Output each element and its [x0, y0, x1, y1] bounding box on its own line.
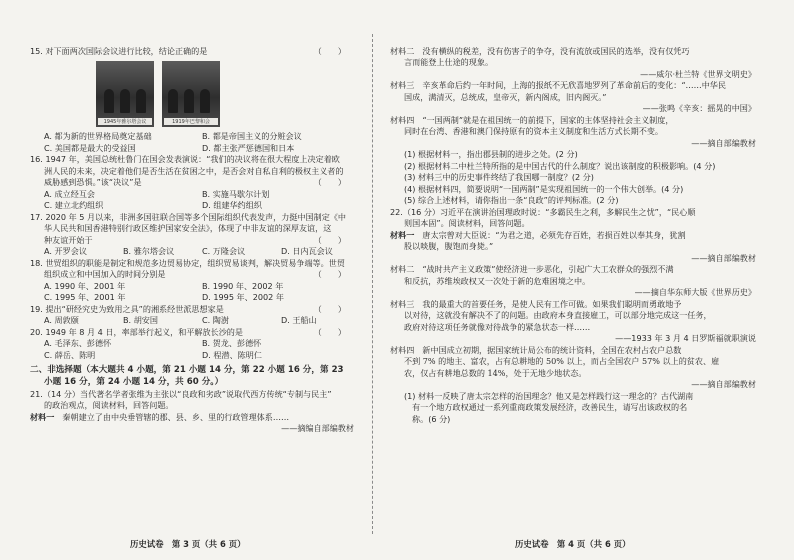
- question-17-options: A. 开罗会议 B. 雅尔塔会议 C. 万隆会议 D. 日内瓦会议: [44, 246, 333, 257]
- question-20-options: A. 毛泽东、彭德怀 B. 贺龙、彭德怀 C. 薛岳、陈明 D. 程潜、陈明仁: [44, 338, 262, 360]
- page-3-column: 15. 对下面两次国际会议进行比较，结论正确的是 （ ） 1945年雅尔塔会议 1919年巴黎和会 A. 都为新的世界格局奠定基础 B. 都是帝国主义的分赃会议 C. 美国都是最大的受益国 D. 都主张严惩德国和日本 16. 1947 年，美国总统杜鲁门在国会发表演说：“我们的决议将在很大程度上决定着欧 洲人民的未来，决定着他们是否生活在贫困之中，是否会对自私自利的极权主义者的 威胁感到恐惧。”该“决议”是 （ ） A. 成立经互会 B. 实施马歇尔计划 C. 建立北约组织 D. 组建华约组织 17. 2020 年 5 月以来，非洲多国驻联合国等多个国际组织代表发声，力挺中国制定《中 华人民共和国香港特别行政区维护国家安全法》，体现了中非友谊的深厚友谊，这 种友谊开始于 （ ） A. 开罗会议 B. 雅尔塔会议 C. 万隆会议 D. 日内瓦会议 18. 世贸组织的职能是制定和规范多边贸易协定，组织贸易谈判，解决贸易争端等。世贸 组织成立和中国加入的时间分别是 （ ） A. 1990 年、2001 年 B. 1990 年、2002 年 C. 1995 年、2001 年 D. 1995 年、2002 年 19. 提出“研经究史为致用之具”的湘系经世派思想家是 （ ） A. 周敦颐 B. 胡安国 C. 陶澍 D. 王船山 20. 1949 年 8 月 4 日，率部举行起义，和平解放长沙的是 （ ） A. 毛泽东、彭德怀 B. 贺龙、彭德怀 C. 薛岳、陈明 D. 程潜、陈明仁 二、非选择题（本大题共 4 小题，第 21 小题 14 分，第 22 小题 16 分，第 23 小题 16 分，第 24 小题 14 分，共 60 分。） 21.（14 分）当代著名学者张维为主张以“良政和劣政”说取代西方传统“专制与民主” 的政治观点，阅读材料，回答问题。 材料一 秦朝建立了由中央垂管辖的郡、县、乡、里的行政管理体系…… ——摘编自部编教材: [30, 46, 360, 435]
- question-15-options: A. 都为新的世界格局奠定基础 B. 都是帝国主义的分赃会议 C. 美国都是最大的受益国 D. 都主张严惩德国和日本: [44, 131, 302, 153]
- question-18: 18. 世贸组织的职能是制定和规范多边贸易协定，组织贸易谈判，解决贸易争端等。世贸 组织成立和中国加入的时间分别是 （ ） A. 1990 年、2001 年 B. 1990 年、2002 年 C. 1995 年、2001 年 D. 1995 年、2002 年: [30, 258, 360, 304]
- question-21: 21.（14 分）当代著名学者张维为主张以“良政和劣政”说取代西方传统“专制与民主” 的政治观点，阅读材料，回答问题。 材料一 秦朝建立了由中央垂管辖的郡、县、乡、里的行政管理体系…… ——摘编自部编教材: [30, 388, 354, 434]
- question-17: 17. 2020 年 5 月以来，非洲多国驻联合国等多个国际组织代表发声，力挺中国制定《中 华人民共和国香港特别行政区维护国家安全法》，体现了中非友谊的深厚友谊，这 种友谊开始于 （ ） A. 开罗会议 B. 雅尔塔会议 C. 万隆会议 D. 日内瓦会议: [30, 212, 360, 258]
- question-19-options: A. 周敦颐 B. 胡安国 C. 陶澍 D. 王船山: [44, 315, 317, 326]
- question-15-photos: [96, 61, 360, 127]
- page-3-footer: 历史试卷 第 3 页（共 6 页）: [130, 539, 246, 549]
- page-fold-divider: [372, 34, 374, 534]
- page-4-column: [390, 46, 762, 425]
- question-16-options: A. 成立经互会 B. 实施马歇尔计划 C. 建立北约组织 D. 组建华约组织: [44, 188, 270, 211]
- historical-photo-1: 1945年雅尔塔会议: [96, 61, 154, 127]
- question-22: 22.（16 分）习近平在演讲治国理政时说：“多霸民生之利，多解民生之忧”，“民心顺 则国本固”。阅读材料，回答问题。 材料一 唐太宗曾对大臣说：“为君之道，必须先存百姓，若损百姓以奉其身，犹割 股以啖腹，腹饱而身毙。” ——摘自部编教材 材料二 “战时共产主义政策”使经济进一步恶化，引起广大工农群众的强烈不满 和反抗，苏维埃政权又一次处于新的危难困境之中。 ——摘自华东师大版《世界历史》 材料三 我的最重大的首要任务，是使人民有工作可做。如果我们聪明而勇敢地予 以对待，这就没有解决不了的问题。由政府本身直接雇工，可以部分地完成这一任务， 政府对待这项任务就像对待战争的紧急状态一样…… ——1933 年 3 月 4 日罗斯福就职演说 材料四 新中国成立初期，据国家统计局公布的统计资料，全国在农村占农户总数 不到 7% 的地主、富农，占有总耕地的 50% 以上，而占全国农户 57% 以上的贫农、雇 农，仅占有耕地总数的 14%，处于无地少地状态。 ——摘自部编教材 (1) 材料一反映了唐太宗怎样的治国理念？他又是怎样践行这一理念的？古代湖南 有一个地方政权通过一系列重商政策发展经济，改善民生，请写出该政权的名 称。(6 分): [390, 206, 756, 424]
- question-20: 20. 1949 年 8 月 4 日，率部举行起义，和平解放长沙的是 （ ） A. 毛泽东、彭德怀 B. 贺龙、彭德怀 C. 薛岳、陈明 D. 程潜、陈明仁: [30, 327, 360, 361]
- question-15: 15. 对下面两次国际会议进行比较，结论正确的是 （ ）: [30, 46, 346, 56]
- historical-photo-2: 1919年巴黎和会: [162, 61, 220, 127]
- question-19: 19. 提出“研经究史为致用之具”的湘系经世派思想家是 （ ） A. 周敦颐 B. 胡安国 C. 陶澍 D. 王船山: [30, 304, 360, 327]
- question-16: 16. 1947 年，美国总统杜鲁门在国会发表演说：“我们的决议将在很大程度上决定着欧 洲人民的未来，决定着他们是否生活在贫困之中，是否会对自私自利的极权主义者的 威胁感到恐惧。”该“决议”是 （ ） A. 成立经互会 B. 实施马歇尔计划 C. 建立北约组织 D. 组建华约组织: [30, 154, 360, 211]
- section-2-heading: 二、非选择题（本大题共 4 小题，第 21 小题 14 分，第 22 小题 16 分，第 23: [30, 365, 344, 376]
- question-18-options: A. 1990 年、2001 年 B. 1990 年、2002 年 C. 1995 年、2001 年 D. 1995 年、2002 年: [44, 280, 285, 303]
- question-21-subquestions: (1) 根据材料一，指出郡县制的进步之处。(2 分) (2) 根据材料二中杜兰特所指的是中国古代的什么制度？说出该制度的积极影响。(4 分) (3) 材料三中的历史事件终结了我国哪一制度？(2 分) (4) 根据材料四，简要说明“一国两制”是实现祖国统一的一个伟大创举。(4 分) (5) 综合上述材料，请你指出一条“良政”的评判标准。(2 分): [404, 149, 716, 206]
- question-21-materials: 材料二 没有横纵的税差，没有伤害子的争夺，没有流放或国民的选举，没有仅凭巧 言而能登上仕途的现象。 ——威尔·杜兰特《世界文明史》 材料三 辛亥革命后约一年时间，上海的报纸不无欣喜地罗列了革命前后的变化：“……中华民 国成，满清灭，总统成，皇帝灭，新内阁成，旧内阁灭。” ——张鸣《辛亥：摇晃的中国》 材料四 “一国两制”就是在祖国统一的前提下，国家的主体坚持社会主义制度， 同时在台湾、香港和澳门保持原有的资本主义制度和生活方式长期不变。 ——摘自部编教材: [390, 46, 756, 148]
- page-4-footer: 历史试卷 第 4 页（共 6 页）: [515, 539, 631, 549]
